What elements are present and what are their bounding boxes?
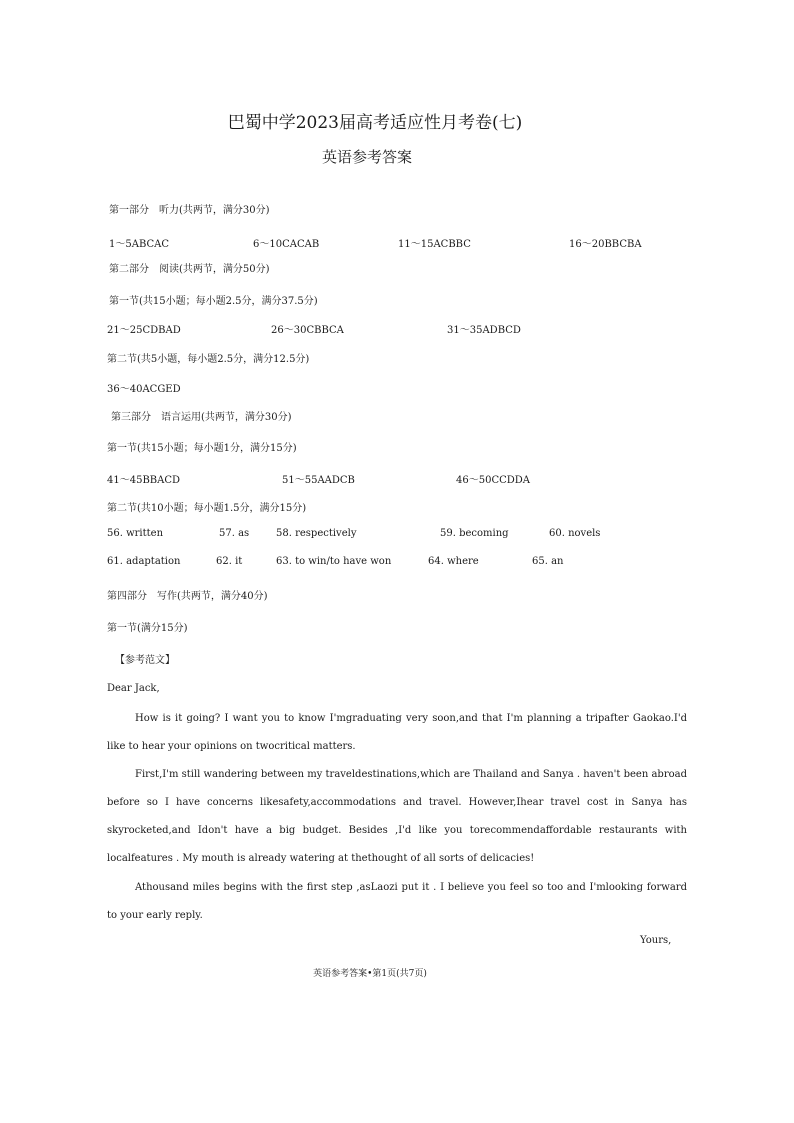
answer-item: 63. to win/to have won <box>276 556 392 567</box>
answer-item: 58. respectively <box>276 528 357 539</box>
part2-heading: 第二部分 阅读(共两节，满分50分) <box>109 264 270 275</box>
part1-heading: 第一部分 听力(共两节，满分30分) <box>109 205 270 216</box>
answer-range: 36～40ACGED <box>107 384 181 395</box>
answer-range: 6～10CACAB <box>253 239 320 250</box>
part3-section2-heading: 第二节(共10小题；每小题1.5分，满分15分) <box>107 503 307 514</box>
answer-range: 46～50CCDDA <box>456 475 531 486</box>
part2-section1-heading: 第一节(共15小题；每小题2.5分，满分37.5分) <box>109 296 318 307</box>
answer-range: 16～20BBCBA <box>569 239 642 250</box>
answer-range: 31～35ADBCD <box>447 325 521 336</box>
answer-item: 65. an <box>532 556 564 567</box>
part2-section2-heading: 第二节(共5小题，每小题2.5分，满分12.5分) <box>107 354 310 365</box>
answer-item: 57. as <box>219 528 250 539</box>
part3-heading: 第三部分 语言运用(共两节，满分30分) <box>111 412 292 423</box>
page-title: 巴蜀中学2023届高考适应性月考卷(七) <box>227 113 523 133</box>
answer-item: 64. where <box>428 556 479 567</box>
answer-item: 60. novels <box>549 528 601 539</box>
answer-range: 41～45BBACD <box>107 475 181 486</box>
part4-heading: 第四部分 写作(共两节，满分40分) <box>107 591 268 602</box>
part4-section1-heading: 第一节(满分15分) <box>107 623 188 634</box>
letter-closing: Yours, <box>640 935 672 946</box>
answer-range: 1～5ABCAC <box>109 239 170 250</box>
answer-range: 26～30CBBCA <box>271 325 344 336</box>
letter-paragraph: First,I'm still wandering between my traveldestinations,which are Thailand and Sanya . haven't been abroad before so I have concerns likesafety,accommodations and travel. However,Ihear travel cost in Sanya has skyrocketed,and Idon't have a big budget. Besides ,I'd like you torecommendaffordable restaurants with localfeatures . My mouth is already watering at thethought of all sorts of delicacies! <box>107 769 687 864</box>
page-subtitle: 英语参考答案 <box>321 148 412 166</box>
page-footer: 英语参考答案•第1页(共7页) <box>313 969 427 979</box>
answer-range: 51～55AADCB <box>282 475 355 486</box>
answer-range: 21～25CDBAD <box>107 325 181 336</box>
answer-item: 59. becoming <box>440 528 509 539</box>
answer-range: 11～15ACBBC <box>398 239 471 250</box>
sample-essay-label: 【参考范文】 <box>115 655 175 666</box>
answer-item: 62. it <box>216 556 243 567</box>
part3-section1-heading: 第一节(共15小题；每小题1分，满分15分) <box>107 443 297 454</box>
answer-item: 56. written <box>107 528 164 539</box>
letter-paragraph: How is it going? I want you to know I'mgraduating very soon,and that I'm planning a tripafter Gaokao.I'd like to hear your opinions on twocritical matters. <box>107 713 687 752</box>
letter-salutation: Dear Jack, <box>107 683 160 694</box>
answer-item: 61. adaptation <box>107 556 181 567</box>
letter-paragraph: Athousand miles begins with the first step ,asLaozi put it . I believe you feel so too and I'mlooking forward to your early reply. <box>107 882 687 921</box>
